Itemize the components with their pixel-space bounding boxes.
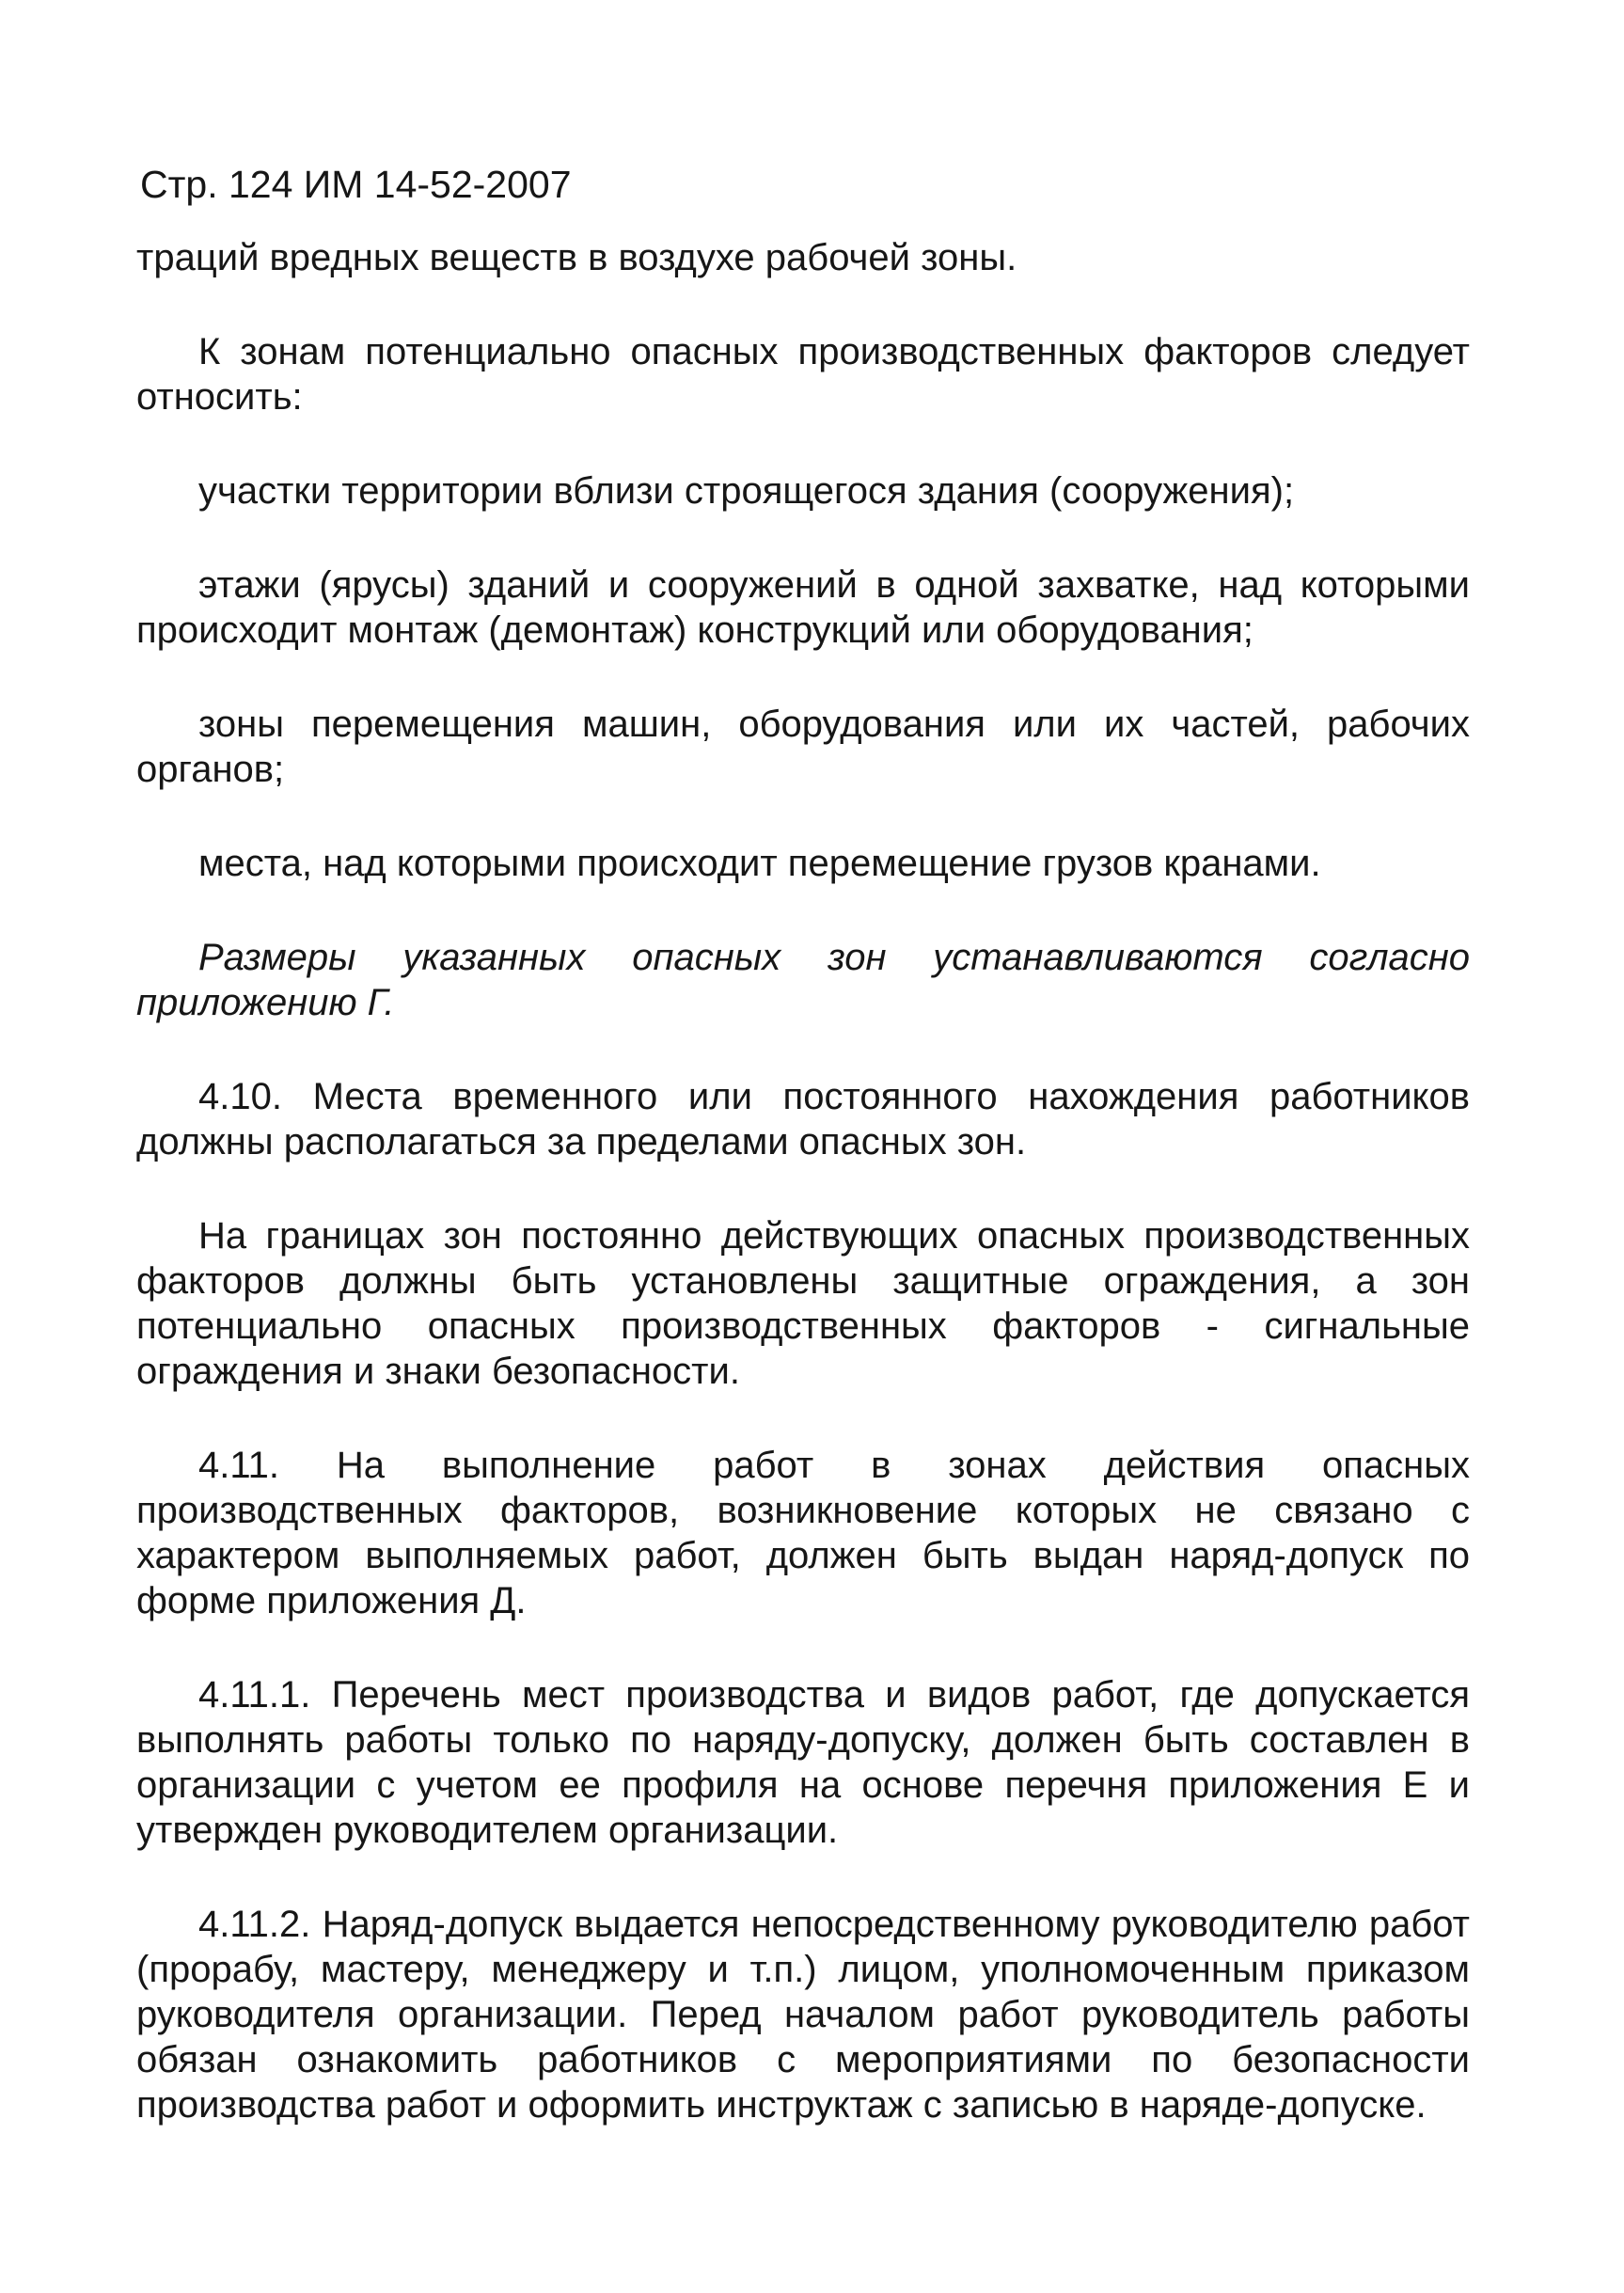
paragraph: этажи (ярусы) зданий и сооружений в одной захватке, над которыми происходит монтаж (демонтаж) конструкций или оборудования;	[136, 564, 1470, 651]
paragraph: К зонам потенциально опасных производственных факторов следует относить:	[136, 331, 1470, 418]
paragraph: 4.11.2. Наряд-допуск выдается непосредственному руководителю работ (прорабу, мастеру, менеджеру и т.п.) лицом, уполномоченным приказом руководителя организации. Перед началом работ руководитель работы обязан ознакомить работников с мероприятиями по безопасности производства работ и оформить инструктаж с записью в наряде-допуске.	[136, 1904, 1470, 2126]
paragraph: 4.11. На выполнение работ в зонах действия опасных производственных факторов, возникновение которых не связано с характером выполняемых работ, должен быть выдан наряд-допуск по форме приложения Д.	[136, 1445, 1470, 1621]
paragraph: На границах зон постоянно действующих опасных производственных факторов должны быть установлены защитные ограждения, а зон потенциально опасных производственных факторов - сигнальные ограждения и знаки безопасности.	[136, 1215, 1470, 1392]
paragraph: 4.10. Места временного или постоянного нахождения работников должны располагаться за пределами опасных зон.	[136, 1076, 1470, 1162]
document-body	[136, 235, 1470, 2176]
paragraph: зоны перемещения машин, оборудования или их частей, рабочих органов;	[136, 704, 1470, 790]
paragraph: 4.11.1. Перечень мест производства и видов работ, где допускается выполнять работы только по наряду-допуску, должен быть составлен в организации с учетом ее профиля на основе перечня приложения Е и утвержден руководителем организации.	[136, 1674, 1470, 1851]
paragraph: места, над которыми происходит перемещение грузов кранами.	[198, 843, 1321, 884]
paragraph: Размеры указанных опасных зон устанавливаются согласно приложению Г.	[136, 937, 1470, 1023]
page-header: Стр. 124 ИМ 14-52-2007	[140, 163, 572, 206]
paragraph: траций вредных веществ в воздухе рабочей зоны.	[136, 237, 1017, 278]
paragraph: участки территории вблизи строящегося здания (сооружения);	[198, 470, 1295, 512]
